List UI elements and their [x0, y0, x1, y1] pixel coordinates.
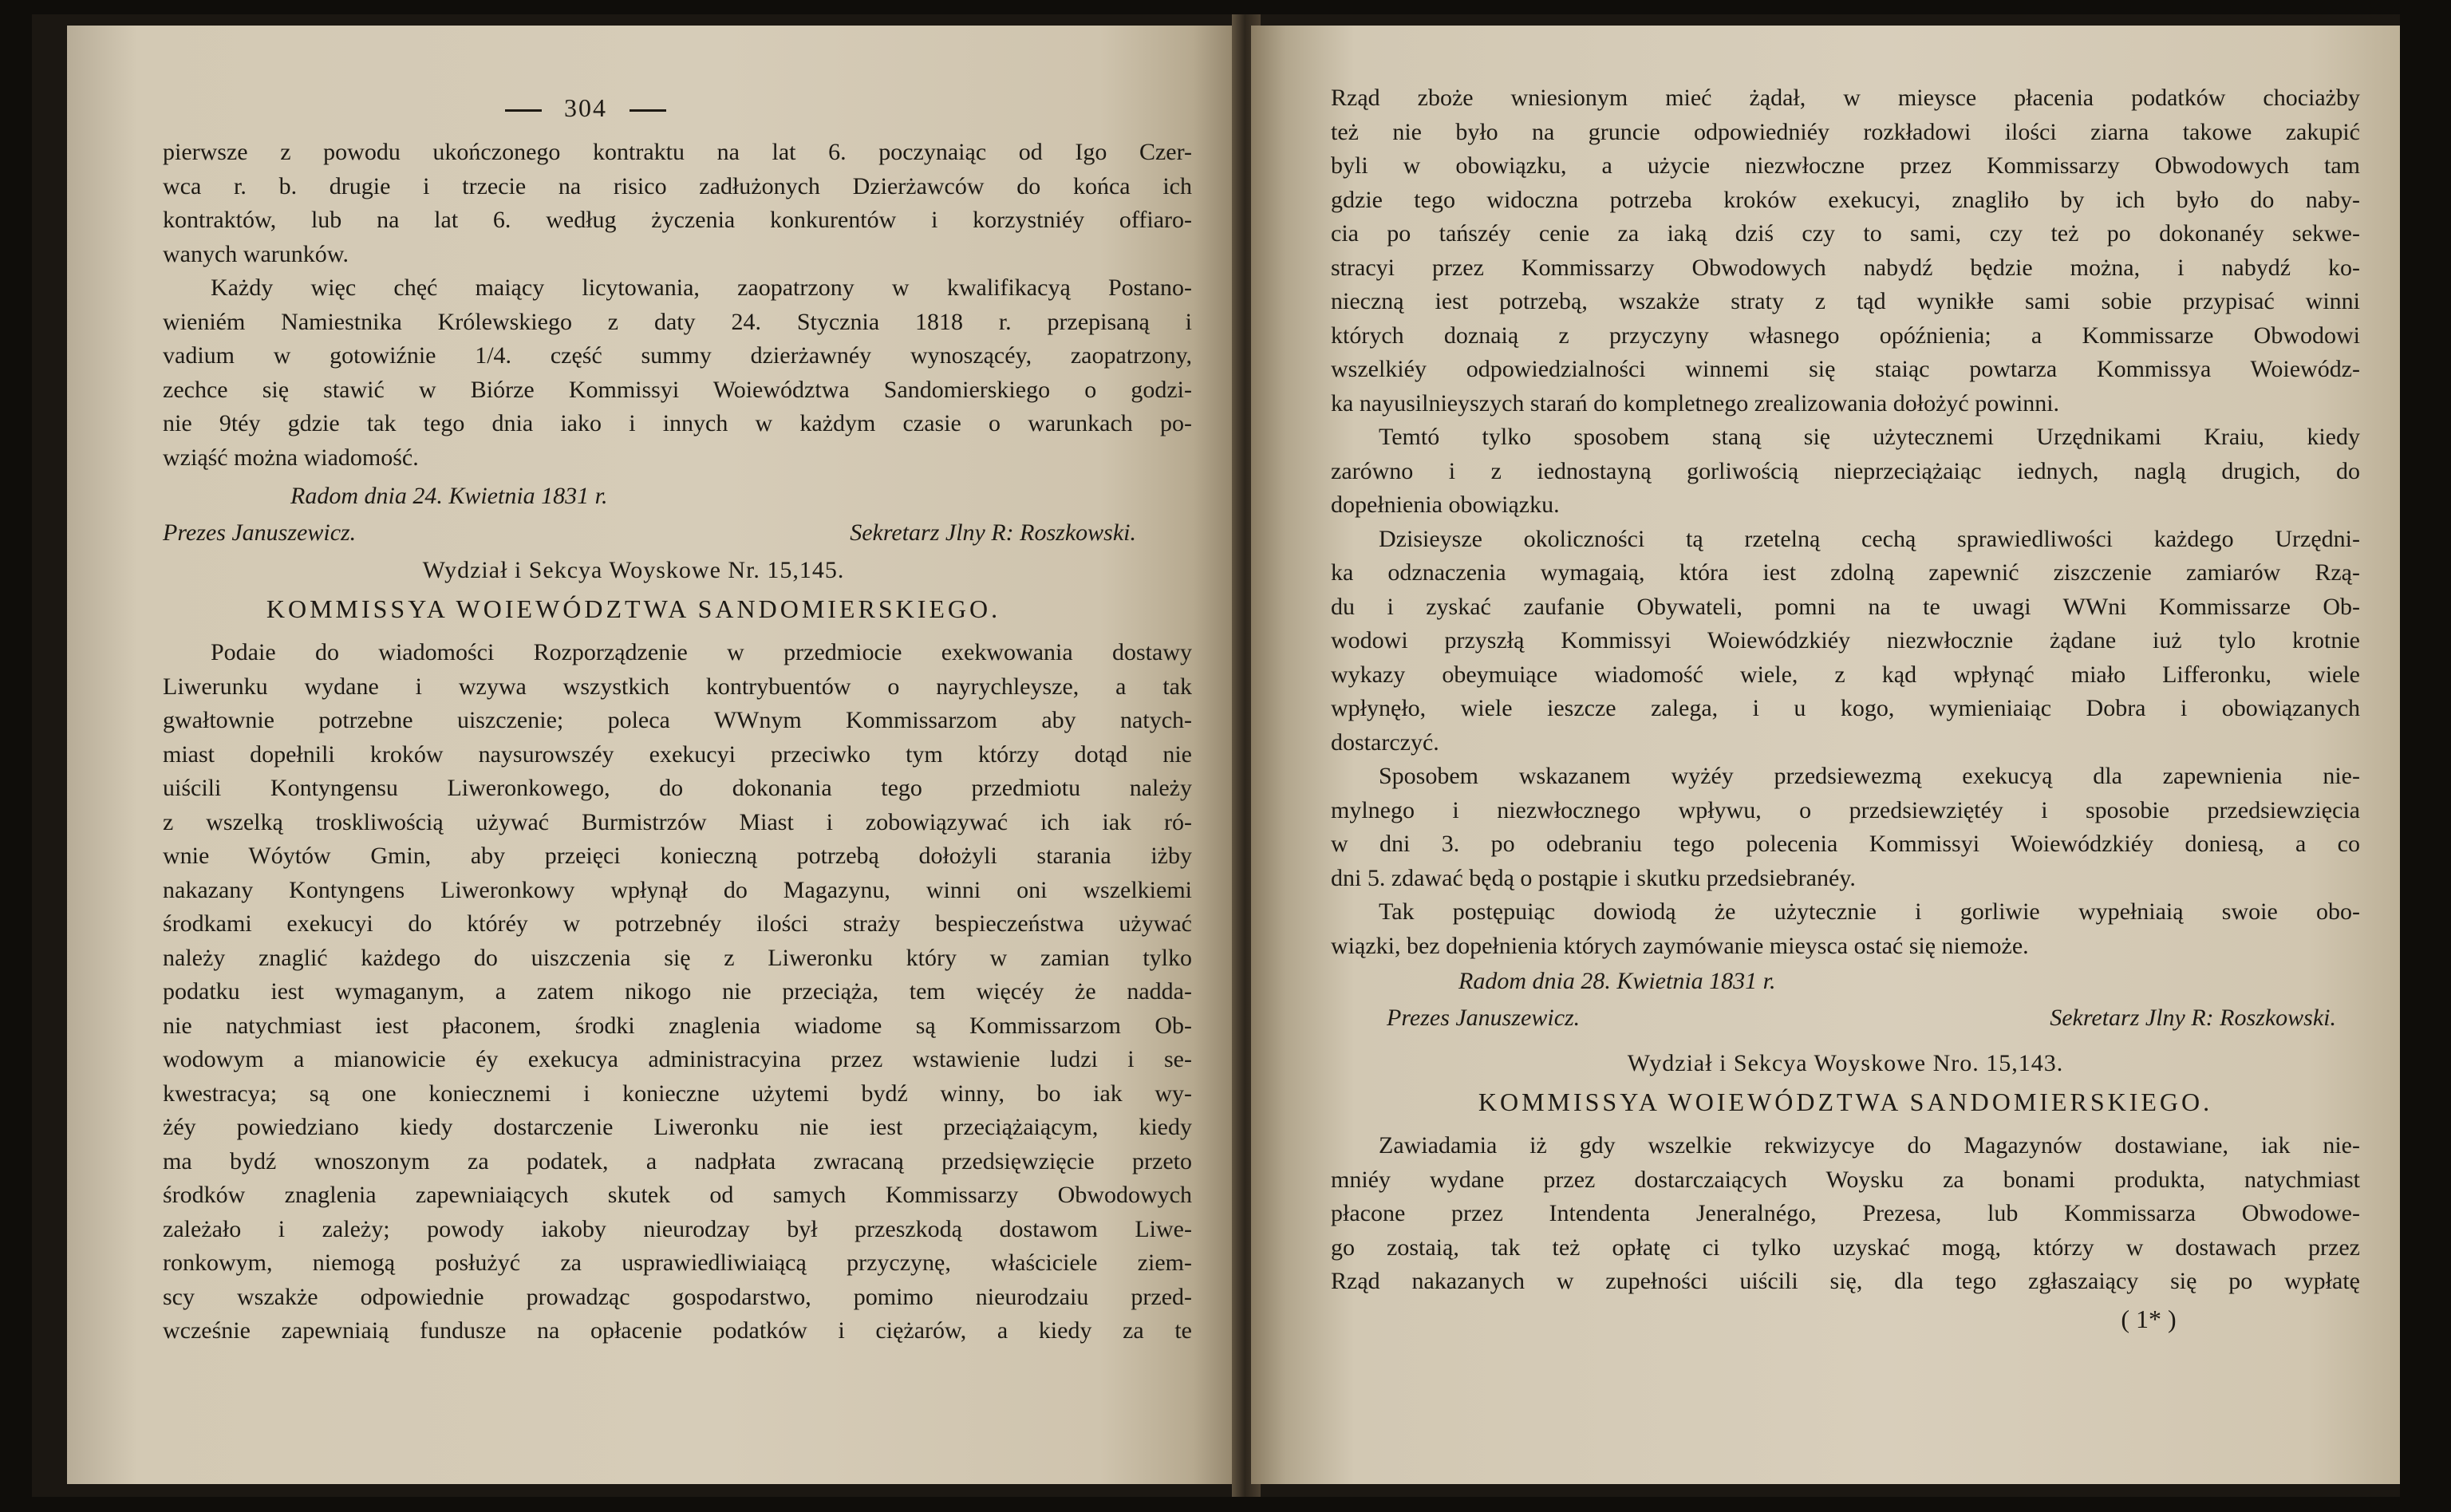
text-line: du i zyskać zaufanie Obywateli, pomni na te uwagi WWni Kommissarze Ob- — [1331, 593, 2360, 620]
text-line: nieczną iest potrzebą, wszakże straty z tąd wynikłe sami sobie przypisać winni — [1331, 288, 2360, 314]
text-line: Tak postępuiąc dowiodą że użytecznie i gorliwie wypełniaią swoie obo- — [1379, 898, 2360, 925]
paragraph — [1331, 1129, 2360, 1299]
text-line: nie natychmiast iest płaconem, środki znaglenia wiadome są Kommissarzom Ob- — [163, 1012, 1192, 1039]
text-line: wcześnie zapewniaią fundusze na opłacenie podatków i ciężarów, a kiedy za te — [163, 1317, 1192, 1344]
text-line: Dzisieysze okoliczności tą rzetelną cechą sprawiedliwości każdego Urzędni- — [1379, 525, 2360, 552]
text-line: ka nayusilnieyszych starań do kompletnego zrealizowania dołożyć powinni. — [1331, 389, 2060, 416]
text-line: gwałtownie potrzebne uiszczenie; poleca WWnym Kommissarzom aby natych- — [163, 707, 1192, 733]
text-line: Temtó tylko sposobem staną się użytecznemi Urzędnikami Kraiu, kiedy — [1379, 424, 2360, 450]
text-line: też nie było na gruncie odpowiedniéy rozkładowi ilości ziarna takowe zakupić — [1331, 118, 2360, 145]
text-line: żéy powiedziano kiedy dostarczenie Liweronku nie iest przeciążaiącym, kiedy — [163, 1114, 1192, 1140]
paragraph — [163, 271, 1192, 475]
text-line: podatku iest wymaganym, a zatem nikogo nie przeciąża, tem więcéy że nadda- — [163, 978, 1192, 1005]
section-line: Wydział i Sekcya Woyskowe Nro. 15,143. — [1627, 1050, 2064, 1076]
paragraph — [163, 636, 1192, 1348]
text-line: pierwsze z powodu ukończonego kontraktu na lat 6. poczynaiąc od Igo Czer- — [163, 139, 1192, 165]
text-line: ronkowym, niemogą posłużyć za usprawiedliwiaiącą przyczynę, właściciele ziem- — [163, 1249, 1192, 1276]
text-line: byli w obowiązku, a użycie niezwłoczne przez Kommissarzy Obwodowych tam — [1331, 152, 2360, 179]
text-line: płacone przez Intendenta Jeneralnégo, Prezesa, lub Kommissarza Obwodowe- — [1331, 1200, 2360, 1226]
text-line: wziąść można wiadomość. — [163, 444, 419, 471]
header-dash — [505, 109, 542, 112]
text-line: Sposobem wskazanem wyżéy przedsiewezmą exekucyą dla zapewnienia nie- — [1379, 763, 2360, 789]
text-line: Rząd zboże wniesionym mieć żądał, w mieysce płacenia podatków chociażby — [1331, 85, 2360, 111]
text-line: należy znaglić każdego do uiszczenia się z Liweronku który w zamian tylko — [163, 944, 1192, 971]
signature-president: Prezes Januszewicz. — [163, 519, 357, 546]
text-line: wieniém Namiestnika Królewskiego z daty 24. Stycznia 1818 r. przepisaną i — [163, 308, 1192, 335]
page-number: 304 — [564, 93, 607, 122]
paragraph — [1331, 895, 2360, 963]
text-line: ma bydź wnoszonym za podatek, a nadpłata zwracaną przedsięwzięcie przeto — [163, 1147, 1192, 1174]
text-line: Podaie do wiadomości Rozporządzenie w przedmiocie exekwowania dostawy — [211, 639, 1192, 665]
text-line: ka odznaczenia wymagaią, która iest zdolną zapewnić ziszczenie zamiarów Rzą- — [1331, 559, 2360, 586]
text-line: wanych warunków. — [163, 240, 349, 267]
text-line: vadium w gotowiźnie 1/4. część summy dzierżawnéy wynoszącéy, zaopatrzony, — [163, 342, 1192, 369]
date-line: Radom dnia 28. Kwietnia 1831 r. — [1458, 968, 1776, 994]
text-line: z wszelką troskliwością używać Burmistrzów Miast i zobowiązywać ich iak ró- — [163, 808, 1192, 835]
text-line: scy wszakże odpowiednie prowadząc gospodarstwo, pomimo nieurodzaiu przed- — [163, 1283, 1192, 1310]
date-line: Radom dnia 24. Kwietnia 1831 r. — [290, 483, 608, 509]
signature-president: Prezes Januszewicz. — [1387, 1005, 1581, 1031]
text-line: wodowym a mianowicie éy exekucya administracyina przez wstawienie ludzi i se- — [163, 1046, 1192, 1072]
text-line: wnie Wóytów Gmin, aby przeięci konieczną potrzebą dołożyli starania iżby — [163, 843, 1192, 869]
text-line: kontraktów, lub na lat 6. według życzenia konkurentów i korzystniéy offiaro- — [163, 207, 1192, 233]
text-line: zarówno i z iednostayną gorliwością nieprzeciążaiąc iednych, naglą drugich, do — [1331, 457, 2360, 484]
paragraph — [1331, 760, 2360, 895]
paragraph — [1331, 420, 2360, 523]
text-line: wiązki, bez dopełnienia których zaymówanie mieysca ostać się niemoże. — [1331, 932, 2029, 959]
text-line: gdzie tego widoczna potrzeba kroków exekucyi, znagliło by ich było do naby- — [1331, 186, 2360, 213]
text-line: Rząd nakazanych w zupełności uiścili się, dla tego zgłaszaiący się po wypłatę — [1331, 1268, 2360, 1294]
text-line: cia po tańszéy cenie za iaką dziś czy to sami, czy też po dokonanéy sekwe- — [1331, 220, 2360, 247]
text-line: których doznaią z przyczyny własnego opóźnienia; a Kommissarze Obwodowi — [1331, 322, 2360, 349]
header-dash — [630, 109, 666, 112]
text-line: mniéy wydane przez dostarczaiących Woysku za bonami produkta, natychmiast — [1331, 1166, 2360, 1193]
right-page — [1251, 26, 2400, 1484]
text-line: mylnego i niezwłocznego wpływu, o przedsiewziętéy i sposobie przedsiewzięcia — [1331, 796, 2360, 823]
signature-secretary: Sekretarz Jlny R: Roszkowski. — [850, 519, 1136, 546]
paragraph — [1331, 81, 2360, 420]
text-line: wpłynęło, wiele ieszcze zalega, i u kogo, wymieniaiąc Dobra i obowiązanych — [1331, 695, 2360, 721]
text-line: środkami exekucyi do któréy w potrzebnéy ilości straży bespieczeństwa używać — [163, 910, 1192, 937]
text-line: zależało i zależy; powody iakoby nieurodzay był przeszkodą dostawom Liwe- — [163, 1215, 1192, 1242]
paragraph — [1331, 523, 2360, 760]
text-line: stracyi przez Kommissarzy Obwodowych nabydź będzie można, i nabydź ko- — [1331, 254, 2360, 281]
text-line: dni 5. zdawać będą o postąpie i skutku przedsiebranéy. — [1331, 864, 1856, 891]
text-line: wszelkiéy odpowiedzialności winnemi się staiąc powtarza Kommissya Woiewódz- — [1331, 356, 2360, 382]
text-line: dopełnienia obowiązku. — [1331, 491, 1560, 518]
text-line: w dni 3. po odebraniu tego polecenia Kommissyi Woiewódzkiéy doniesą, a co — [1331, 831, 2360, 857]
open-book — [32, 14, 2400, 1497]
text-line: wodowi przyszłą Kommissyi Woiewódzkiéy niezwłocznie żądane iuż tylo krotnie — [1331, 627, 2360, 653]
left-page — [67, 26, 1240, 1484]
signatures — [1331, 1000, 2360, 1036]
text-line: dostarczyć. — [1331, 728, 1439, 756]
text-line: nakazany Kontyngens Liweronkowy wpłynął do Magazynu, winni oni wszelkiemi — [163, 876, 1192, 903]
text-line: go zostaią, tak też opłatę ci tylko uzyskać mogą, którzy w dostawach przez — [1331, 1234, 2360, 1261]
commission-heading: KOMMISSYA WOIEWÓDZTWA SANDOMIERSKIEGO. — [1478, 1088, 2213, 1116]
text-line: wca r. b. drugie i trzecie na risico zadłużonych Dzierżawców do końca ich — [163, 172, 1192, 199]
page-header — [163, 89, 1192, 126]
text-line: miast dopełnili kroków naysurowszéy exekucyi przeciwko tym którzy dotąd nie — [163, 740, 1192, 768]
text-line: uiścili Kontyngensu Liweronkowego, do dokonania tego przedmiotu należy — [163, 775, 1192, 801]
signatures — [163, 515, 1192, 551]
text-line: nie 9téy gdzie tak tego dnia iako i innych w każdym czasie o warunkach po- — [163, 410, 1192, 436]
section-line: Wydział i Sekcya Woyskowe Nr. 15,145. — [422, 557, 845, 583]
signature-mark: ( 1* ) — [2121, 1304, 2177, 1333]
commission-heading: KOMMISSYA WOIEWÓDZTWA SANDOMIERSKIEGO. — [266, 594, 1001, 623]
text-line: Zawiadamia iż gdy wszelkie rekwizycye do Magazynów dostawiane, iak nie- — [1379, 1132, 2360, 1159]
text-line: Liwerunku wydane i wzywa wszystkich kontrybuentów o nayrychleysze, a tak — [163, 673, 1192, 700]
text-line: kwestracya; są one koniecznemi i konieczne użytemi bydź winny, bo iak wy- — [163, 1080, 1192, 1107]
text-line: środków znaglenia zapewniaiących skutek od samych Kommissarzy Obwodowych — [163, 1182, 1192, 1208]
paragraph — [163, 136, 1192, 271]
text-line: zechce się stawić w Biórze Kommissyi Woiewództwa Sandomierskiego o godzi- — [163, 376, 1192, 403]
text-line: Każdy więc chęć maiący licytowania, zaopatrzony w kwalifikacyą Postano- — [211, 274, 1192, 301]
text-line: wykazy obeymuiące wiadomość wiele, z kąd wpłynąć miało Lifferonku, wiele — [1331, 661, 2360, 688]
signature-secretary: Sekretarz Jlny R: Roszkowski. — [2050, 1005, 2336, 1031]
